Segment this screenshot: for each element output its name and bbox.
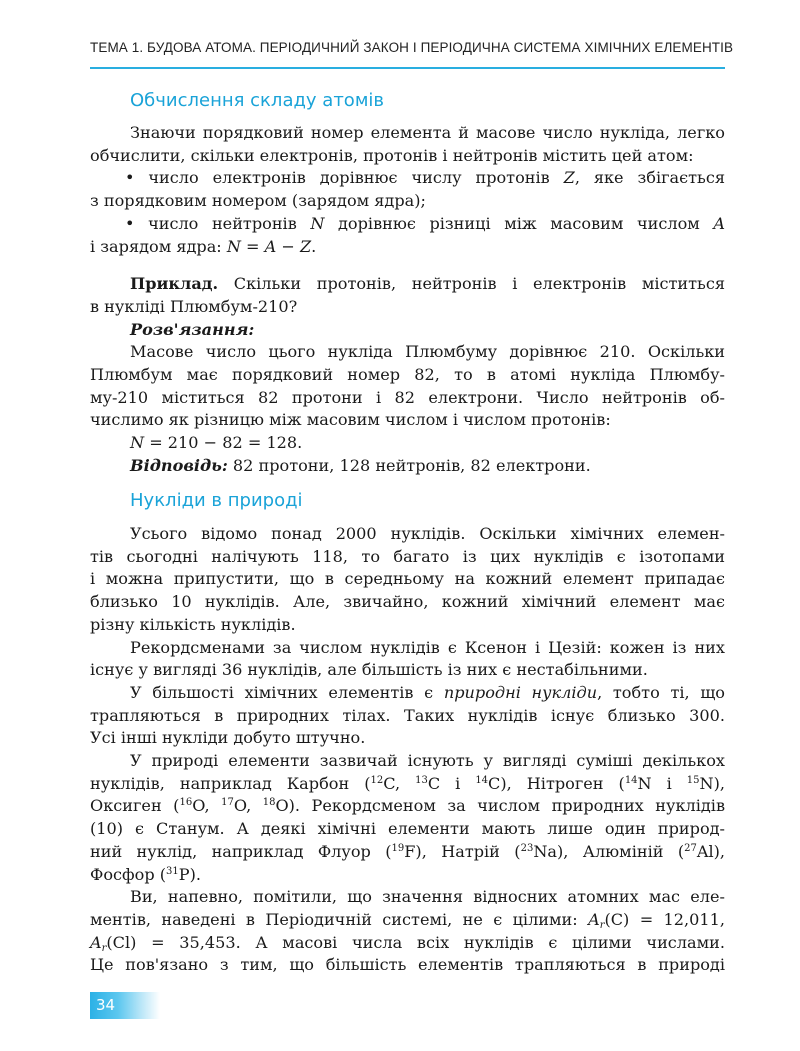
paragraph-line: Оксиген ($^{16}$O, $^{17}$O, $^{18}$O). Рекордсменом за числом природних нуклідів: [90, 796, 726, 816]
paragraph-line: трапляються в природних тілах. Таких нуклідів існує близько 300.: [90, 705, 725, 725]
paragraph-line: нуклідів, наприклад Карбон ($^{12}$C, $^{13}$C і $^{14}$C), Нітроген ($^{14}$N і $^{15}$N),: [90, 773, 726, 793]
section1-body: [90, 122, 725, 478]
header-rule: [90, 67, 725, 69]
paragraph-line: Ви, напевно, помітили, що значення відносних атомних мас еле-: [130, 887, 725, 907]
running-header: ТЕМА 1. БУДОВА АТОМА. ПЕРІОДИЧНИЙ ЗАКОН І ПЕРІОДИЧНА СИСТЕМА ХІМІЧНИХ ЕЛЕМЕНТІВ: [90, 40, 734, 55]
paragraph-line: ний нуклід, наприклад Флуор ($^{19}$F), Натрій ($^{23}$Na), Алюміній ($^{27}$Al),: [90, 841, 726, 861]
bullet-electrons-cont: з порядковим номером (зарядом ядра);: [90, 191, 426, 211]
bullet-neutrons: • число нейтронів N дорівнює різниці між масовим числом A: [125, 213, 725, 233]
paragraph-line: Рекордсменами за числом нуклідів є Ксенон і Цезій: кожен із них: [130, 637, 725, 657]
paragraph-line: тів сьогодні налічують 118, то багато із цих нуклідів є ізотопами: [90, 546, 725, 566]
solution-line: числимо як різницю між масовим числом і числом протонів:: [90, 410, 611, 430]
bullet-neutrons-cont: і зарядом ядра: N = A − Z.: [90, 236, 317, 256]
page-number: 34: [96, 996, 116, 1014]
paragraph-line: Це пов'язано з тим, що більшість елементів трапляються в природі: [90, 955, 725, 975]
intro-line: обчислити, скільки електронів, протонів і нейтронів містить цей атом:: [90, 145, 694, 165]
example-question-cont: в нукліді Плюмбум-210?: [90, 296, 298, 316]
paragraph-line: Усі інші нукліди добуто штучно.: [90, 728, 366, 748]
section2-body: [90, 523, 725, 977]
intro-line: Знаючи порядковий номер елемента й масове число нукліда, легко: [130, 123, 725, 142]
answer: Відповідь: 82 протони, 128 нейтронів, 82 електрони.: [130, 455, 591, 475]
section-title-nuclides: Нукліди в природі: [130, 490, 303, 511]
paragraph-line: близько 10 нуклідів. Але, звичайно, кожний хімічний елемент має: [90, 592, 725, 612]
solution-line: Масове число цього нукліда Плюмбуму дорівнює 210. Оскільки: [130, 342, 725, 362]
paragraph-line: Фосфор ($^{31}$P).: [90, 864, 202, 884]
paragraph-line: Усього відомо понад 2000 нуклідів. Оскільки хімічних елемен-: [130, 524, 725, 543]
paragraph-line: $A_r(Cl) = 35,453$. А масові числа всіх нуклідів є цілими числами.: [90, 932, 725, 954]
section-title-composition: Обчислення складу атомів: [130, 90, 385, 111]
solution-line: Плюмбум має порядковий номер 82, то в атомі нукліда Плюмбу-: [90, 365, 725, 385]
paragraph-line: У більшості хімічних елементів є природні нукліди, тобто ті, що: [130, 682, 725, 702]
paragraph-line: (10) є Станум. А деякі хімічні елементи мають лише один природ-: [90, 819, 725, 839]
solution-line: му-210 міститься 82 протони і 82 електрони. Число нейтронів об-: [90, 387, 725, 407]
paragraph-line: ментів, наведені в Періодичній системі, не є цілими: $A_r(C) = 12,011$,: [90, 909, 725, 931]
paragraph-line: і можна припустити, що в середньому на кожний елемент припадає: [90, 569, 725, 589]
paragraph-line: різну кількість нуклідів.: [90, 614, 296, 634]
example-question: Приклад. Скільки протонів, нейтронів і електронів міститься: [130, 274, 725, 294]
calculation: N = 210 − 82 = 128.: [130, 433, 303, 453]
paragraph-line: існує у вигляді 36 нуклідів, але більшість із них є нестабільними.: [90, 660, 648, 680]
solution-label: Розв'язання:: [130, 319, 255, 339]
bullet-electrons: • число електронів дорівнює числу протонів Z, яке збігається: [125, 168, 725, 188]
paragraph-line: У природі елементи зазвичай існують у вигляді суміші декількох: [130, 751, 725, 771]
